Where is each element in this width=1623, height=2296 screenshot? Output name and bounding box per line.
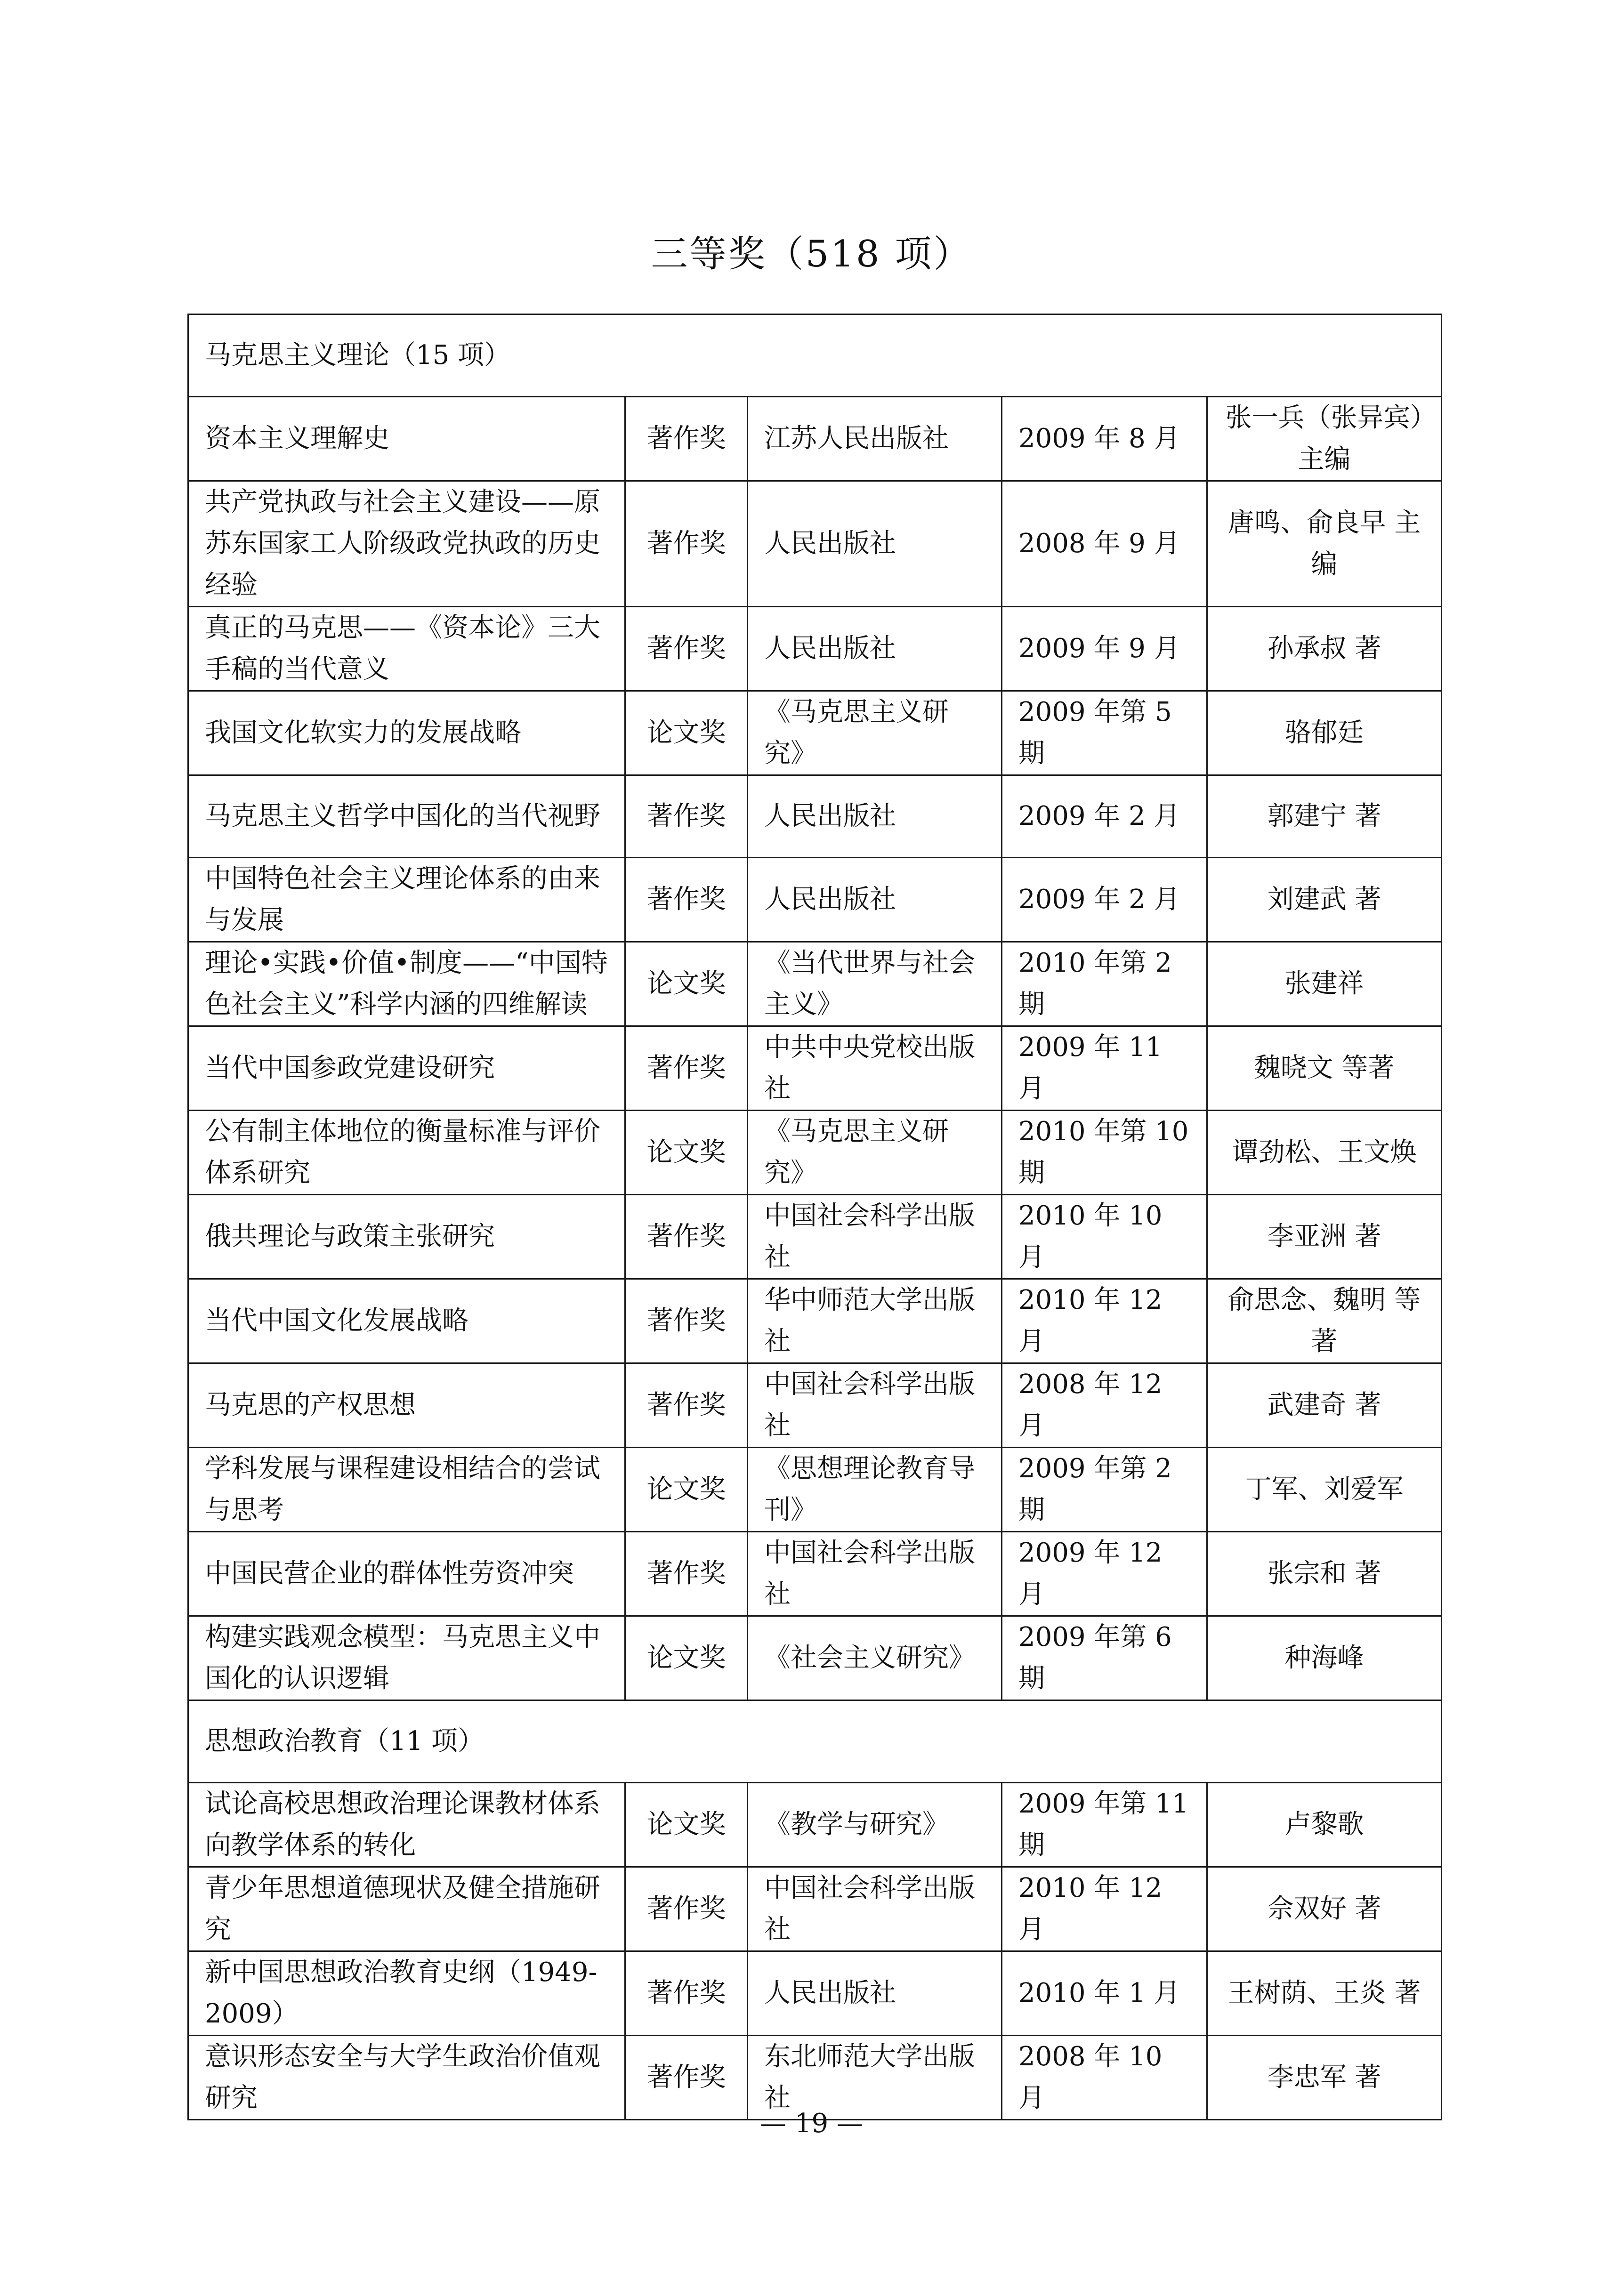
award-title-cell: 青少年思想道德现状及健全措施研究 (188, 1867, 625, 1951)
author-cell: 骆郁廷 (1207, 691, 1442, 775)
author-cell: 李亚洲 著 (1207, 1195, 1442, 1279)
award-title-cell: 马克思的产权思想 (188, 1363, 625, 1448)
publish-date-cell: 2008 年 10 月 (1002, 2036, 1207, 2120)
publisher-cell: 东北师范大学出版社 (748, 2036, 1002, 2120)
table-row (188, 775, 1442, 858)
publish-date-cell: 2009 年 2 月 (1002, 775, 1207, 858)
table-row (188, 481, 1442, 607)
publish-date-cell: 2010 年 12 月 (1002, 1867, 1207, 1951)
award-type-cell: 著作奖 (625, 397, 748, 481)
award-title-cell: 资本主义理解史 (188, 397, 625, 481)
awards-table-body (188, 314, 1442, 2120)
publish-date-cell: 2009 年 2 月 (1002, 858, 1207, 942)
award-type-cell: 论文奖 (625, 1111, 748, 1195)
table-row (188, 397, 1442, 481)
author-cell: 李忠军 著 (1207, 2036, 1442, 2120)
award-type-cell: 著作奖 (625, 858, 748, 942)
table-row (188, 1867, 1442, 1951)
award-title-cell: 新中国思想政治教育史纲（1949-2009） (188, 1951, 625, 2036)
publisher-cell: 中国社会科学出版社 (748, 1363, 1002, 1448)
table-row (188, 1279, 1442, 1363)
publish-date-cell: 2008 年 9 月 (1002, 481, 1207, 607)
award-type-cell: 著作奖 (625, 1532, 748, 1616)
publish-date-cell: 2010 年 1 月 (1002, 1951, 1207, 2036)
publisher-cell: 人民出版社 (748, 775, 1002, 858)
table-row (188, 1783, 1442, 1867)
author-cell: 谭劲松、王文焕 (1207, 1111, 1442, 1195)
publish-date-cell: 2010 年第 2 期 (1002, 942, 1207, 1026)
publisher-cell: 《思想理论教育导刊》 (748, 1448, 1002, 1532)
award-title-cell: 试论高校思想政治理论课教材体系向教学体系的转化 (188, 1783, 625, 1867)
section-heading: 思想政治教育（11 项） (188, 1700, 1442, 1783)
table-row (188, 1111, 1442, 1195)
publisher-cell: 中国社会科学出版社 (748, 1867, 1002, 1951)
award-type-cell: 论文奖 (625, 1783, 748, 1867)
award-title-cell: 我国文化软实力的发展战略 (188, 691, 625, 775)
award-title-cell: 中国民营企业的群体性劳资冲突 (188, 1532, 625, 1616)
publish-date-cell: 2008 年 12 月 (1002, 1363, 1207, 1448)
section-heading: 马克思主义理论（15 项） (188, 314, 1442, 397)
table-row (188, 1026, 1442, 1111)
author-cell: 魏晓文 等著 (1207, 1026, 1442, 1111)
award-type-cell: 著作奖 (625, 1363, 748, 1448)
author-cell: 王树荫、王炎 著 (1207, 1951, 1442, 2036)
table-row (188, 1532, 1442, 1616)
publisher-cell: 《马克思主义研究》 (748, 691, 1002, 775)
publisher-cell: 《社会主义研究》 (748, 1616, 1002, 1700)
award-type-cell: 著作奖 (625, 775, 748, 858)
table-row (188, 607, 1442, 691)
publisher-cell: 《教学与研究》 (748, 1783, 1002, 1867)
publisher-cell: 中国社会科学出版社 (748, 1195, 1002, 1279)
award-type-cell: 论文奖 (625, 1448, 748, 1532)
publish-date-cell: 2009 年第 11 期 (1002, 1783, 1207, 1867)
award-type-cell: 论文奖 (625, 1616, 748, 1700)
table-row (188, 1195, 1442, 1279)
publish-date-cell: 2010 年 10 月 (1002, 1195, 1207, 1279)
publish-date-cell: 2010 年第 10 期 (1002, 1111, 1207, 1195)
author-cell: 郭建宁 著 (1207, 775, 1442, 858)
award-type-cell: 著作奖 (625, 1026, 748, 1111)
award-title-cell: 当代中国文化发展战略 (188, 1279, 625, 1363)
author-cell: 丁军、刘爱军 (1207, 1448, 1442, 1532)
author-cell: 张宗和 著 (1207, 1532, 1442, 1616)
award-title-cell: 意识形态安全与大学生政治价值观研究 (188, 2036, 625, 2120)
table-row (188, 858, 1442, 942)
table-row (188, 1448, 1442, 1532)
publisher-cell: 人民出版社 (748, 481, 1002, 607)
award-type-cell: 论文奖 (625, 942, 748, 1026)
publisher-cell: 《马克思主义研究》 (748, 1111, 1002, 1195)
table-row (188, 1363, 1442, 1448)
author-cell: 俞思念、魏明 等著 (1207, 1279, 1442, 1363)
award-type-cell: 著作奖 (625, 1867, 748, 1951)
award-title-cell: 公有制主体地位的衡量标准与评价体系研究 (188, 1111, 625, 1195)
publisher-cell: 华中师范大学出版社 (748, 1279, 1002, 1363)
author-cell: 卢黎歌 (1207, 1783, 1442, 1867)
publisher-cell: 中国社会科学出版社 (748, 1532, 1002, 1616)
award-title-cell: 当代中国参政党建设研究 (188, 1026, 625, 1111)
award-type-cell: 著作奖 (625, 607, 748, 691)
author-cell: 刘建武 著 (1207, 858, 1442, 942)
table-row (188, 942, 1442, 1026)
page-title: 三等奖（518 项） (651, 233, 972, 275)
award-type-cell: 著作奖 (625, 1195, 748, 1279)
publisher-cell: 人民出版社 (748, 1951, 1002, 2036)
section-header-row (188, 314, 1442, 397)
author-cell: 张一兵（张异宾）主编 (1207, 397, 1442, 481)
award-title-cell: 中国特色社会主义理论体系的由来与发展 (188, 858, 625, 942)
publisher-cell: 《当代世界与社会主义》 (748, 942, 1002, 1026)
award-title-cell: 构建实践观念模型：马克思主义中国化的认识逻辑 (188, 1616, 625, 1700)
award-title-cell: 马克思主义哲学中国化的当代视野 (188, 775, 625, 858)
award-type-cell: 著作奖 (625, 1279, 748, 1363)
award-type-cell: 论文奖 (625, 691, 748, 775)
publish-date-cell: 2009 年 9 月 (1002, 607, 1207, 691)
publisher-cell: 中共中央党校出版社 (748, 1026, 1002, 1111)
publisher-cell: 江苏人民出版社 (748, 397, 1002, 481)
awards-table (187, 314, 1442, 2120)
publish-date-cell: 2009 年 11 月 (1002, 1026, 1207, 1111)
author-cell: 武建奇 著 (1207, 1363, 1442, 1448)
author-cell: 佘双好 著 (1207, 1867, 1442, 1951)
page-number: — 19 — (760, 2108, 863, 2139)
publish-date-cell: 2009 年第 5 期 (1002, 691, 1207, 775)
award-type-cell: 著作奖 (625, 481, 748, 607)
author-cell: 孙承叔 著 (1207, 607, 1442, 691)
publish-date-cell: 2009 年第 2 期 (1002, 1448, 1207, 1532)
award-title-cell: 学科发展与课程建设相结合的尝试与思考 (188, 1448, 625, 1532)
publish-date-cell: 2009 年第 6 期 (1002, 1616, 1207, 1700)
table-row (188, 691, 1442, 775)
section-header-row (188, 1700, 1442, 1783)
author-cell: 张建祥 (1207, 942, 1442, 1026)
award-title-cell: 理论•实践•价值•制度——“中国特色社会主义”科学内涵的四维解读 (188, 942, 625, 1026)
publish-date-cell: 2009 年 12 月 (1002, 1532, 1207, 1616)
table-row (188, 1951, 1442, 2036)
author-cell: 唐鸣、俞良早 主编 (1207, 481, 1442, 607)
publisher-cell: 人民出版社 (748, 858, 1002, 942)
table-row (188, 1616, 1442, 1700)
award-title-cell: 俄共理论与政策主张研究 (188, 1195, 625, 1279)
award-title-cell: 真正的马克思——《资本论》三大手稿的当代意义 (188, 607, 625, 691)
author-cell: 种海峰 (1207, 1616, 1442, 1700)
award-type-cell: 著作奖 (625, 2036, 748, 2120)
publisher-cell: 人民出版社 (748, 607, 1002, 691)
award-title-cell: 共产党执政与社会主义建设——原苏东国家工人阶级政党执政的历史经验 (188, 481, 625, 607)
publish-date-cell: 2010 年 12 月 (1002, 1279, 1207, 1363)
award-type-cell: 著作奖 (625, 1951, 748, 2036)
publish-date-cell: 2009 年 8 月 (1002, 397, 1207, 481)
